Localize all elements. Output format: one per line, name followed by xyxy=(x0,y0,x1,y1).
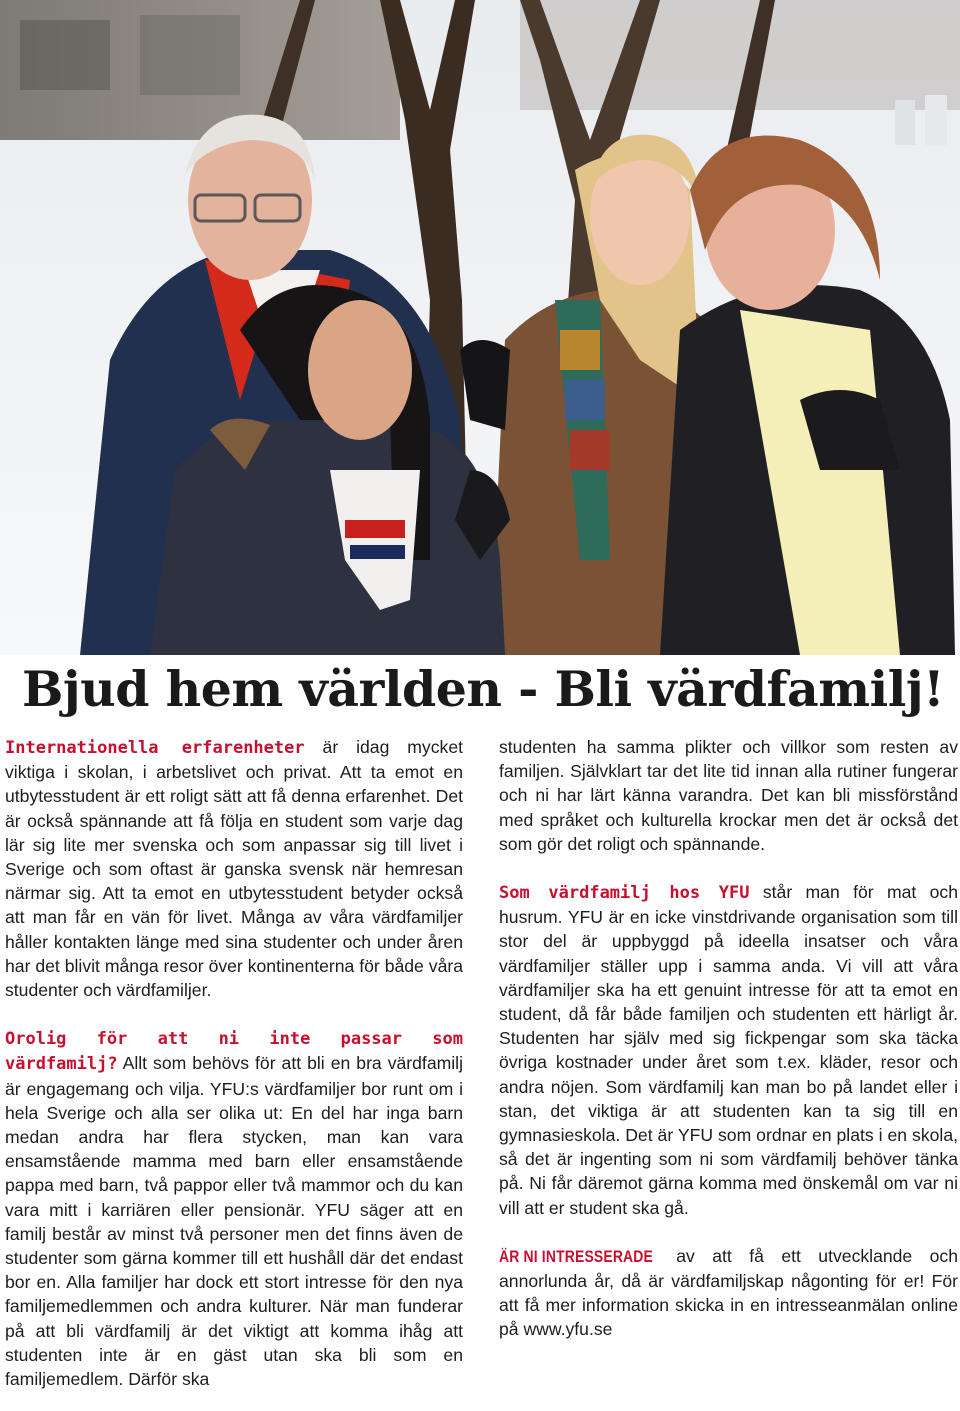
paragraph-lead: Orolig för att ni inte passar som värdfamilj? xyxy=(5,1029,463,1075)
paragraph-host-family xyxy=(499,880,958,1220)
paragraph-interested xyxy=(499,1244,958,1342)
left-column xyxy=(5,735,463,1391)
family-photo xyxy=(0,0,960,655)
family-photo-illustration xyxy=(0,0,960,655)
right-column xyxy=(499,735,958,1342)
paragraph-continued xyxy=(499,735,958,856)
headline: Bjud hem världen - Bli värdfamilj! xyxy=(22,660,945,718)
paragraph-text: av att få ett utvecklande och annorlunda år, då är värdfamiljskap någonting för er! För att få mer information skicka in en intresseanmälan online på www.yfu.se xyxy=(499,1245,958,1340)
paragraph-lead: Internationella erfarenheter xyxy=(5,738,305,758)
paragraph-lead: ÄR NI INTRESSERADE xyxy=(499,1246,653,1266)
paragraph-worried xyxy=(5,1026,463,1391)
paragraph-text: står man för mat och husrum. YFU är en icke vinstdrivande organisation som till stor del är uppbyggd på ideella insatser och våra värdfamiljer ställer upp i samma anda. Vi vill att våra värdfamiljer ska ha ett genuint intresse för att ta emot en student, då får både familjen och studenten ett härligt år. Studenten har själv med sig fickpengar som ska täcka övriga kostnader under året som t.ex. kläder, resor och andra nöjen. Som värdfamilj kan man bo på landet eller i stan, det viktiga är att studenten kan ta sig till en gymnasieskola. Det är YFU som ordnar en plats i en skola, så det är ingenting som ni som värdfamilj behöver tänka på. Ni får däremot gärna komma med önskemål om var ni vill att er student ska gå. xyxy=(499,882,958,1218)
paragraph-lead: Som värdfamilj hos YFU xyxy=(499,883,750,904)
paragraph-text: Allt som behövs för att bli en bra värdfamilj är engagemang och vilja. YFU:s värdfamiljer bor runt om i hela Sverige och alla ser olika ut: En del har inga barn medan andra har flera stycken, man kan vara ensamstående mamma med barn eller ensamstående pappa med barn, två pappor eller två mammor och du kan vara mitt i karriären eller pensionär. YFU säger att en familj består av minst två personer men det finns även de studenter som gärna kommer till ett hushåll där det endast bor en. Alla familjer har dock ett stort intresse för den nya familjemedlemmen och andra kulturer. När man funderar på att bli värdfamilj är det viktigt att komma ihåg att studenten inte är en gäst utan ska bli som en familjemedlem. Därför ska xyxy=(5,1053,463,1390)
paragraph-text: studenten ha samma plikter och villkor som resten av familjen. Självklart tar det lite tid innan alla rutiner fungerar och ni har lärt känna varandra. Det kan bli missförstånd med språket och kulturella krockar men det är också det som gör det roligt och spännande. xyxy=(499,737,958,854)
paragraph-international xyxy=(5,735,463,1002)
paragraph-text: är idag mycket viktiga i skolan, i arbetslivet och privat. Att ta emot en utbytesstudent är ett roligt sätt att få denna erfarenhet. Det är också spännande att få följa en student som varje dag lär sig lite mer svenska och som anpassar sig till livet i Sverige och som oftast är ganska svensk när hemresan närmar sig. Att ta emot en utbytesstudent betyder också att man får en vän för livet. Många av våra värdfamiljer håller kontakten länge med sina studenter och under åren har det blivit många resor över kontinenterna för både våra studenter och värdfamiljer. xyxy=(5,737,463,1001)
